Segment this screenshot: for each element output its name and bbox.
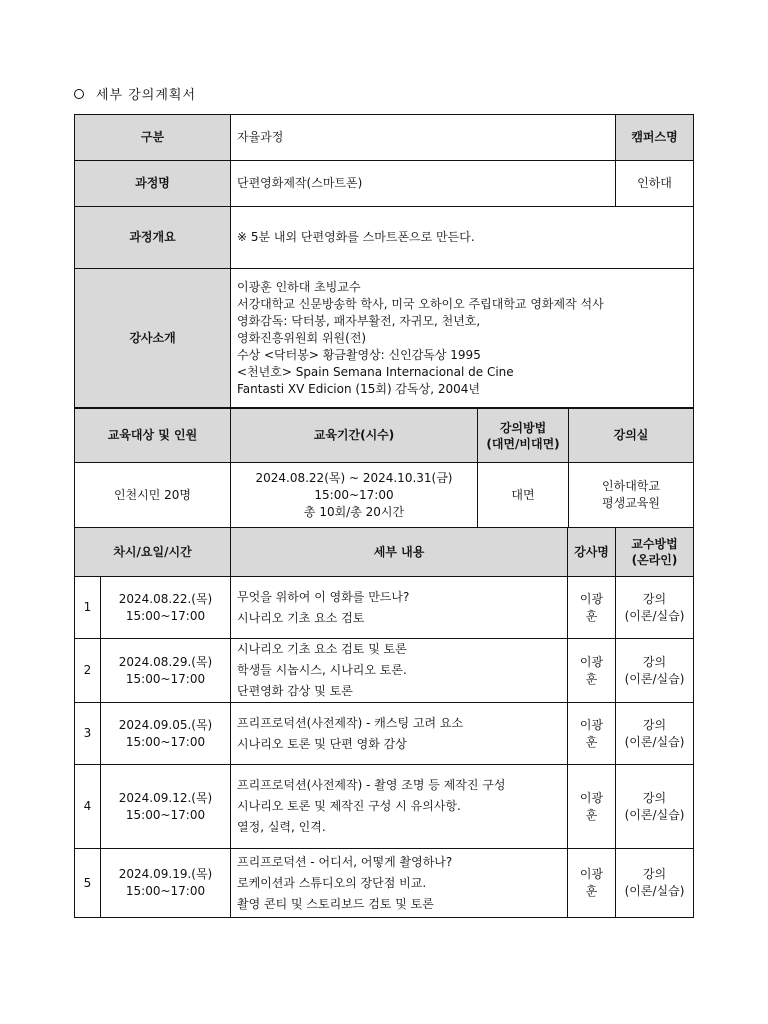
content-line: 시나리오 토론 및 제작진 구성 시 유의사항. — [237, 799, 461, 813]
category-label: 구분 — [75, 115, 231, 161]
content-header: 세부 내용 — [231, 528, 568, 577]
content-line: 프리프로덕션(사전제작) - 캐스팅 고려 요소 — [237, 715, 464, 730]
room-line: 평생교육원 — [602, 496, 660, 510]
course-label: 과정명 — [75, 161, 231, 207]
period-dates: 2024.08.22(목) ~ 2024.10.31(금) — [255, 470, 453, 485]
session-datetime — [101, 765, 231, 849]
session-time: 15:00~17:00 — [125, 884, 206, 898]
session-content — [231, 577, 568, 639]
instructor-line: 서강대학교 신문방송학 학사, 미국 오하이오 주립대학교 영화제작 석사 — [237, 296, 604, 311]
session-content — [231, 765, 568, 849]
session-method: 강의 (이론/실습) — [616, 703, 694, 765]
session-method: 강의 (이론/실습) — [616, 765, 694, 849]
session-content — [231, 639, 568, 703]
session-datetime — [101, 703, 231, 765]
session-date: 2024.08.29.(목) — [118, 654, 213, 669]
session-date: 2024.09.19.(목) — [118, 867, 213, 881]
session-content — [231, 703, 568, 765]
teaching-method-header: 교수방법 (온라인) — [616, 528, 694, 577]
table-row — [75, 577, 694, 639]
target-value: 인천시민 20명 — [75, 463, 231, 528]
instructor-line: 수상 <닥터봉> 황금촬영상: 신인감독상 1995 — [237, 347, 481, 362]
summary-label: 과정개요 — [75, 207, 231, 269]
session-content — [231, 849, 568, 918]
table-row — [75, 765, 694, 849]
table-row — [75, 639, 694, 703]
method-header: 강의방법 (대면/비대면) — [478, 409, 569, 463]
session-datetime — [101, 849, 231, 918]
target-header: 교육대상 및 인원 — [75, 409, 231, 463]
session-date: 2024.09.12.(목) — [118, 790, 213, 805]
content-line: 단편영화 감상 및 토론 — [237, 684, 353, 698]
session-number: 4 — [75, 765, 101, 849]
instructor-label: 강사소개 — [75, 269, 231, 408]
table-row — [75, 703, 694, 765]
instructor-line: 영화감독: 닥터봉, 패자부활전, 자귀모, 천년호, — [237, 313, 481, 328]
room-value — [569, 463, 694, 528]
content-line: 프리프로덕션 - 어디서, 어떻게 촬영하나? — [237, 854, 453, 869]
session-lecturer: 이광 훈 — [568, 765, 616, 849]
section-header — [74, 84, 196, 103]
period-header: 교육기간(시수) — [231, 409, 478, 463]
method-value: 대면 — [478, 463, 569, 528]
instructor-line: <천년호> Spain Semana Internacional de Cine — [237, 364, 514, 379]
content-line: 촬영 콘티 및 스토리보드 검토 및 토론 — [237, 896, 434, 911]
session-datetime — [101, 577, 231, 639]
session-lecturer: 이광 훈 — [568, 849, 616, 918]
session-number: 5 — [75, 849, 101, 918]
info-table — [74, 408, 694, 528]
category-value: 자율과정 — [231, 115, 616, 161]
content-line: 무엇을 위하여 이 영화를 만드나? — [237, 589, 410, 604]
period-total: 총 10회/총 20시간 — [303, 504, 405, 519]
session-time: 15:00~17:00 — [125, 671, 206, 686]
session-header: 차시/요일/시간 — [75, 528, 231, 577]
content-line: 학생들 시놉시스, 시나리오 토론. — [237, 663, 407, 677]
session-date: 2024.08.22.(목) — [118, 591, 213, 606]
session-number: 1 — [75, 577, 101, 639]
period-value — [231, 463, 478, 528]
session-lecturer: 이광 훈 — [568, 639, 616, 703]
content-line: 시나리오 기초 요소 검토 및 토론 — [237, 642, 407, 656]
session-time: 15:00~17:00 — [125, 734, 206, 749]
instructor-line: 이광훈 인하대 초빙교수 — [237, 279, 361, 294]
session-number: 3 — [75, 703, 101, 765]
content-line: 프리프로덕션(사전제작) - 촬영 조명 등 제작진 구성 — [237, 778, 506, 792]
course-value: 단편영화제작(스마트폰) — [231, 161, 616, 207]
period-time: 15:00~17:00 — [314, 487, 394, 502]
instructor-line: 영화진흥위원회 위원(전) — [237, 330, 367, 345]
table-row — [75, 849, 694, 918]
session-method: 강의 (이론/실습) — [616, 577, 694, 639]
content-line: 시나리오 토론 및 단편 영화 감상 — [237, 736, 407, 751]
room-line: 인하대학교 — [602, 479, 660, 493]
session-method: 강의 (이론/실습) — [616, 639, 694, 703]
session-datetime — [101, 639, 231, 703]
summary-value: ※ 5분 내외 단편영화를 스마트폰으로 만든다. — [231, 207, 694, 269]
overview-table — [74, 114, 694, 408]
session-method: 강의 (이론/실습) — [616, 849, 694, 918]
session-lecturer: 이광 훈 — [568, 577, 616, 639]
instructor-intro — [231, 269, 694, 408]
section-title: 세부 강의계획서 — [96, 88, 197, 103]
content-line: 로케이션과 스튜디오의 장단점 비교. — [237, 875, 427, 890]
session-time: 15:00~17:00 — [125, 807, 206, 822]
content-line: 시나리오 기초 요소 검토 — [237, 610, 365, 625]
schedule-table — [74, 527, 694, 918]
circle-bullet-icon — [74, 89, 84, 99]
session-lecturer: 이광 훈 — [568, 703, 616, 765]
lecturer-header: 강사명 — [568, 528, 616, 577]
room-header: 강의실 — [569, 409, 694, 463]
campus-value: 인하대 — [616, 161, 694, 207]
session-number: 2 — [75, 639, 101, 703]
session-time: 15:00~17:00 — [125, 608, 206, 623]
content-line: 열정, 실력, 인격. — [237, 820, 326, 834]
campus-label: 캠퍼스명 — [616, 115, 694, 161]
session-date: 2024.09.05.(목) — [118, 717, 213, 732]
instructor-line: Fantasti XV Edicion (15회) 감독상, 2004년 — [237, 381, 480, 396]
